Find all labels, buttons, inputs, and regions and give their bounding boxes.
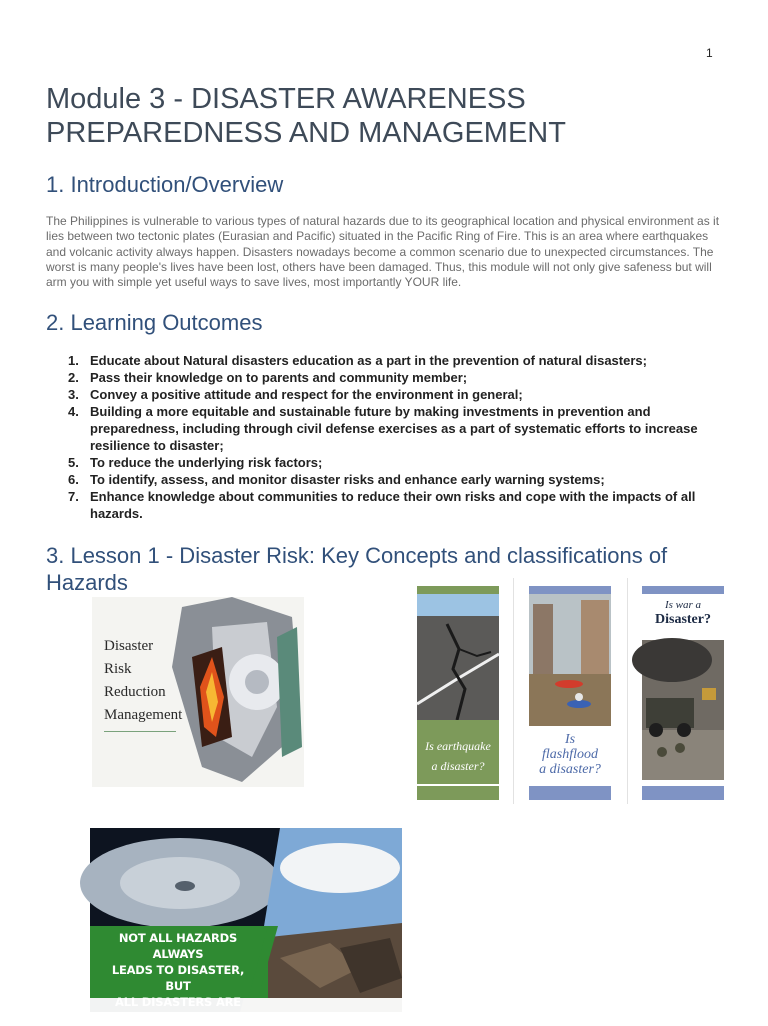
- war-panel: [642, 586, 724, 800]
- list-item-text: To reduce the underlying risk factors;: [90, 455, 323, 470]
- panel-divider: [513, 578, 514, 804]
- flashflood-panel: [529, 586, 611, 800]
- panel-divider: [627, 578, 628, 804]
- hazard-banner-line: ALL DISASTERS ARE HAZARD: [115, 995, 241, 1025]
- module-title: [46, 82, 706, 150]
- earthquake-caption: [417, 736, 499, 776]
- list-item-text: Building a more equitable and sustainable future by making investments in prevention and preparedness, including through civil defense exercises as a part of systematic efforts to increase resilience to disaster;: [90, 404, 698, 453]
- drrm-underline: [104, 731, 176, 732]
- flashflood-caption: [529, 732, 611, 777]
- list-item-number: 7.: [68, 489, 79, 504]
- earthquake-caption-line: Is earthquake: [425, 739, 491, 753]
- war-photo: [642, 640, 724, 780]
- learning-outcomes-list: [46, 352, 726, 522]
- list-item: [46, 352, 726, 369]
- list-item: [46, 488, 726, 522]
- lesson-heading-line2: Hazards: [46, 570, 128, 595]
- drrm-line: Reduction: [104, 684, 166, 700]
- list-item-number: 6.: [68, 472, 79, 487]
- intro-heading: 1. Introduction/Overview: [46, 172, 284, 197]
- war-caption-line: Is war a: [664, 599, 702, 611]
- list-item: [46, 454, 726, 471]
- intro-paragraph: The Philippines is vulnerable to various types of natural hazards due to its geographical location and physical environment as it lies between two tectonic plates (Eurasian and Pacific) situated in the Pacific Ring of Fire. This is an area where earthquakes and volcanic activity always happen. Disasters nowadays become a common scenario due to unexpected circumstances. The worst is many people's lives have been lost, others have been damaged. Thus, this module will not only give safeness but will arm you with simple yet useful ways to save lives, most importantly YOUR life.: [46, 214, 720, 290]
- hazard-banner-image: [90, 828, 402, 1025]
- list-item: [46, 471, 726, 488]
- list-item-number: 1.: [68, 353, 79, 368]
- list-item: [46, 369, 726, 386]
- flashflood-caption-line: Is: [564, 732, 576, 747]
- panel-bottom-bar: [529, 786, 611, 800]
- war-caption: [642, 598, 724, 628]
- drrm-line: Disaster: [104, 638, 154, 654]
- flashflood-caption-line: flashflood: [541, 747, 598, 762]
- panel-bottom-bar: [417, 786, 499, 800]
- drrm-image: [92, 597, 304, 787]
- earthquake-panel: [417, 586, 499, 800]
- hazard-banner-line: LEADS TO DISASTER, BUT: [111, 963, 245, 993]
- panel-top-bar: [642, 586, 724, 594]
- list-item-number: 4.: [68, 404, 79, 419]
- module-title-line1: Module 3 - DISASTER AWARENESS: [46, 83, 526, 115]
- flashflood-photo: [529, 594, 611, 726]
- war-caption-line: Disaster?: [655, 612, 711, 627]
- list-item: [46, 403, 726, 454]
- list-item-number: 2.: [68, 370, 79, 385]
- list-item-text: To identify, assess, and monitor disaster risks and enhance early warning systems;: [90, 472, 605, 487]
- hazard-banner-caption: [98, 930, 258, 1026]
- list-item-text: Convey a positive attitude and respect for the environment in general;: [90, 387, 523, 402]
- module-title-line2: PREPAREDNESS AND MANAGEMENT: [46, 117, 566, 149]
- list-item-text: Educate about Natural disasters education as a part in the prevention of natural disasters;: [90, 353, 647, 368]
- panel-bottom-bar: [642, 786, 724, 800]
- page-number: 1: [706, 46, 713, 60]
- earthquake-caption-box: [417, 720, 499, 784]
- earthquake-photo: [417, 594, 499, 720]
- list-item: [46, 386, 726, 403]
- panel-top-bar: [417, 586, 499, 594]
- drrm-line: Risk: [104, 661, 132, 677]
- hazard-banner-line: NOT ALL HAZARDS ALWAYS: [118, 931, 238, 961]
- drrm-caption: [104, 635, 182, 727]
- list-item-number: 5.: [68, 455, 79, 470]
- list-item-number: 3.: [68, 387, 79, 402]
- earthquake-caption-line: a disaster?: [431, 759, 485, 773]
- learning-outcomes-heading: 2. Learning Outcomes: [46, 310, 263, 335]
- flashflood-caption-line: a disaster?: [539, 762, 601, 777]
- lesson-heading-line1: 3. Lesson 1 - Disaster Risk: Key Concepts and classifications of: [46, 543, 668, 568]
- drrm-line: Management: [104, 707, 183, 723]
- list-item-text: Pass their knowledge on to parents and community member;: [90, 370, 468, 385]
- panel-top-bar: [529, 586, 611, 594]
- list-item-text: Enhance knowledge about communities to reduce their own risks and cope with the impacts of all hazards.: [90, 489, 696, 521]
